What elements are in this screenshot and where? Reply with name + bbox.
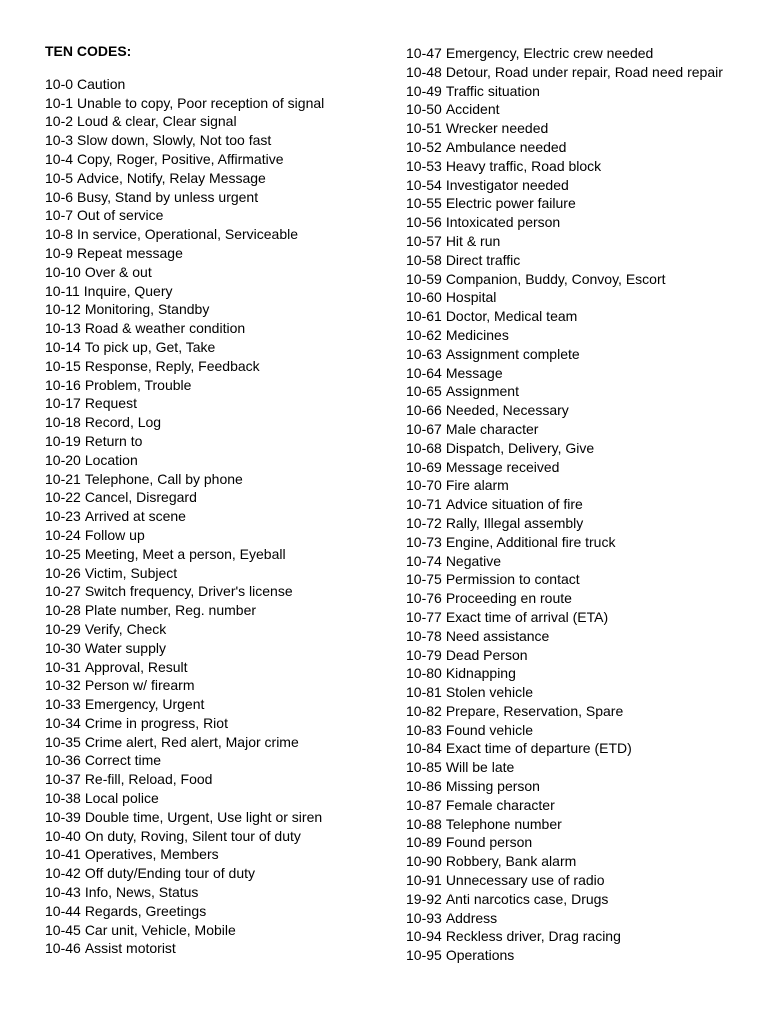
- code-meaning: Assist motorist: [84, 940, 176, 957]
- code-entry: [45, 150, 324, 169]
- code-number: 10-75: [406, 571, 442, 588]
- code-meaning: Traffic situation: [445, 82, 540, 99]
- left-column: [45, 42, 324, 958]
- code-number: 10-56: [406, 214, 442, 231]
- code-number: 10-5: [45, 169, 74, 186]
- code-number: 10-50: [406, 101, 442, 118]
- code-entry: [45, 319, 324, 338]
- code-number: 10-27: [45, 583, 81, 600]
- code-entry: [45, 845, 324, 864]
- code-entry: [406, 345, 723, 364]
- code-entry: [406, 382, 723, 401]
- code-meaning: Proceeding en route: [445, 590, 572, 607]
- code-number: 10-55: [406, 195, 442, 212]
- code-meaning: Exact time of departure (ETD): [445, 740, 632, 757]
- code-number: 10-77: [406, 608, 442, 625]
- code-entry: [45, 282, 324, 301]
- code-meaning: Info, News, Status: [84, 884, 199, 901]
- code-entry: [45, 413, 324, 432]
- code-meaning: Problem, Trouble: [84, 376, 192, 393]
- code-entry: [45, 939, 324, 958]
- code-number: 10-81: [406, 684, 442, 701]
- code-entry: [45, 188, 324, 207]
- code-meaning: Off duty/Ending tour of duty: [84, 865, 255, 882]
- code-number: 10-24: [45, 526, 81, 543]
- code-number: 10-3: [45, 132, 74, 149]
- code-number: 10-12: [45, 301, 81, 318]
- code-entry: [45, 75, 324, 94]
- code-number: 10-44: [45, 902, 81, 919]
- code-entry: [45, 864, 324, 883]
- code-number: 10-66: [406, 402, 442, 419]
- code-meaning: Found person: [445, 834, 533, 851]
- code-meaning: Crime alert, Red alert, Major crime: [84, 733, 299, 750]
- code-number: 10-72: [406, 514, 442, 531]
- code-entry: [45, 808, 324, 827]
- code-meaning: Message received: [445, 458, 560, 475]
- code-meaning: Correct time: [84, 752, 162, 769]
- code-meaning: Detour, Road under repair, Road need repair: [445, 63, 723, 80]
- code-number: 10-84: [406, 740, 442, 757]
- code-entry: [406, 514, 723, 533]
- code-meaning: Meeting, Meet a person, Eyeball: [84, 545, 286, 562]
- code-meaning: Doctor, Medical team: [445, 308, 578, 325]
- code-number: 10-13: [45, 320, 81, 337]
- code-entry: [406, 100, 723, 119]
- code-number: 10-65: [406, 383, 442, 400]
- code-entry: [45, 376, 324, 395]
- code-entry: [406, 852, 723, 871]
- code-entry: [406, 702, 723, 721]
- code-number: 10-0: [45, 75, 74, 92]
- code-meaning: Emergency, Urgent: [84, 696, 205, 713]
- code-meaning: Electric power failure: [445, 195, 576, 212]
- code-entry: [406, 232, 723, 251]
- code-number: 10-47: [406, 45, 442, 61]
- code-meaning: Will be late: [445, 759, 515, 776]
- code-entry: [406, 721, 723, 740]
- code-meaning: Robbery, Bank alarm: [445, 853, 577, 870]
- code-number: 10-68: [406, 439, 442, 456]
- code-meaning: Out of service: [77, 207, 164, 224]
- code-meaning: Address: [445, 909, 498, 926]
- code-entry: [45, 564, 324, 583]
- code-number: 10-11: [45, 282, 80, 299]
- code-number: 10-93: [406, 909, 442, 926]
- code-entry: [406, 909, 723, 928]
- code-entry: [406, 495, 723, 514]
- code-meaning: Wrecker needed: [445, 120, 549, 137]
- code-entry: [406, 138, 723, 157]
- code-entry: [45, 225, 324, 244]
- code-meaning: Return to: [84, 432, 143, 449]
- code-meaning: Female character: [445, 796, 555, 813]
- code-entry: [45, 921, 324, 940]
- code-number: 10-87: [406, 796, 442, 813]
- code-entry: [45, 714, 324, 733]
- code-number: 10-58: [406, 251, 442, 268]
- code-number: 10-76: [406, 590, 442, 607]
- code-number: 10-91: [406, 872, 442, 889]
- code-meaning: Response, Reply, Feedback: [84, 357, 260, 374]
- code-number: 10-35: [45, 733, 81, 750]
- code-entry: [406, 44, 723, 63]
- code-meaning: Heavy traffic, Road block: [445, 157, 602, 174]
- code-meaning: Exact time of arrival (ETA): [445, 608, 609, 625]
- code-entry: [45, 676, 324, 695]
- code-entry: [45, 206, 324, 225]
- code-meaning: To pick up, Get, Take: [84, 338, 216, 355]
- code-entry: [406, 871, 723, 890]
- code-number: 10-4: [45, 150, 74, 167]
- code-meaning: Companion, Buddy, Convoy, Escort: [445, 270, 666, 287]
- code-entry: [45, 300, 324, 319]
- code-meaning: Need assistance: [445, 627, 550, 644]
- code-meaning: Intoxicated person: [445, 214, 561, 231]
- code-meaning: Fire alarm: [445, 477, 509, 494]
- code-entry: [406, 213, 723, 232]
- code-number: 10-51: [406, 120, 442, 137]
- code-number: 10-36: [45, 752, 81, 769]
- code-number: 10-39: [45, 808, 81, 825]
- code-entry: [406, 627, 723, 646]
- code-number: 10-79: [406, 646, 442, 663]
- code-entry: [406, 326, 723, 345]
- code-meaning: Request: [84, 395, 137, 412]
- code-entry: [406, 458, 723, 477]
- code-number: 10-18: [45, 414, 81, 431]
- code-number: 10-25: [45, 545, 81, 562]
- code-meaning: Engine, Additional fire truck: [445, 533, 616, 550]
- code-meaning: In service, Operational, Serviceable: [77, 226, 299, 243]
- code-meaning: Emergency, Electric crew needed: [445, 45, 654, 61]
- code-meaning: Arrived at scene: [84, 508, 186, 525]
- code-number: 10-90: [406, 853, 442, 870]
- code-entry: [45, 131, 324, 150]
- code-meaning: Road & weather condition: [84, 320, 246, 337]
- code-meaning: Advice, Notify, Relay Message: [77, 169, 266, 186]
- code-entry: [45, 751, 324, 770]
- code-meaning: Direct traffic: [445, 251, 521, 268]
- code-meaning: Water supply: [84, 639, 166, 656]
- code-number: 10-71: [406, 496, 442, 513]
- code-number: 10-6: [45, 188, 74, 205]
- code-entry: [406, 476, 723, 495]
- code-number: 10-54: [406, 176, 442, 193]
- code-number: 10-73: [406, 533, 442, 550]
- code-number: 10-48: [406, 63, 442, 80]
- code-entry: [406, 664, 723, 683]
- code-meaning: Stolen vehicle: [445, 684, 533, 701]
- code-meaning: Unnecessary use of radio: [445, 872, 605, 889]
- code-number: 10-43: [45, 884, 81, 901]
- code-entry: [45, 470, 324, 489]
- code-number: 10-28: [45, 602, 81, 619]
- code-entry: [406, 270, 723, 289]
- code-number: 10-40: [45, 827, 81, 844]
- code-meaning: Advice situation of fire: [445, 496, 583, 513]
- right-column: [406, 44, 723, 965]
- code-number: 10-52: [406, 138, 442, 155]
- code-entry: [406, 796, 723, 815]
- code-meaning: Accident: [445, 101, 500, 118]
- code-meaning: Person w/ firearm: [84, 677, 195, 694]
- code-number: 10-53: [406, 157, 442, 174]
- code-meaning: Investigator needed: [445, 176, 569, 193]
- right-code-list: [406, 44, 723, 965]
- code-meaning: Over & out: [84, 263, 152, 280]
- code-number: 10-78: [406, 627, 442, 644]
- code-number: 10-1: [45, 94, 74, 111]
- code-number: 10-23: [45, 508, 81, 525]
- code-entry: [45, 94, 324, 113]
- code-meaning: Medicines: [445, 326, 509, 343]
- code-meaning: Unable to copy, Poor reception of signal: [77, 94, 325, 111]
- code-meaning: Hit & run: [445, 232, 501, 249]
- code-entry: [406, 364, 723, 383]
- code-meaning: Re-fill, Reload, Food: [84, 771, 213, 788]
- code-entry: [406, 890, 723, 909]
- code-meaning: Reckless driver, Drag racing: [445, 928, 621, 945]
- code-number: 10-22: [45, 489, 81, 506]
- code-meaning: Missing person: [445, 778, 540, 795]
- code-entry: [45, 658, 324, 677]
- code-number: 10-38: [45, 790, 81, 807]
- code-meaning: Dispatch, Delivery, Give: [445, 439, 595, 456]
- code-entry: [45, 639, 324, 658]
- code-meaning: Kidnapping: [445, 665, 516, 682]
- code-meaning: Assignment complete: [445, 345, 580, 362]
- code-number: 19-92: [406, 890, 442, 907]
- code-number: 10-63: [406, 345, 442, 362]
- code-number: 10-31: [45, 658, 81, 675]
- code-meaning: Anti narcotics case, Drugs: [445, 890, 609, 907]
- code-number: 10-19: [45, 432, 81, 449]
- code-meaning: Operations: [445, 947, 515, 964]
- code-entry: [45, 601, 324, 620]
- code-meaning: Busy, Stand by unless urgent: [77, 188, 259, 205]
- code-number: 10-2: [45, 113, 74, 130]
- code-number: 10-67: [406, 420, 442, 437]
- code-meaning: Assignment: [445, 383, 519, 400]
- code-entry: [406, 739, 723, 758]
- code-number: 10-57: [406, 232, 442, 249]
- code-entry: [45, 733, 324, 752]
- code-entry: [45, 394, 324, 413]
- code-meaning: Cancel, Disregard: [84, 489, 197, 506]
- code-number: 10-94: [406, 928, 442, 945]
- code-number: 10-37: [45, 771, 81, 788]
- code-entry: [45, 827, 324, 846]
- code-number: 10-88: [406, 815, 442, 832]
- code-number: 10-7: [45, 207, 74, 224]
- code-entry: [406, 833, 723, 852]
- code-entry: [406, 646, 723, 665]
- code-meaning: Follow up: [84, 526, 145, 543]
- code-entry: [45, 620, 324, 639]
- code-entry: [45, 338, 324, 357]
- code-number: 10-15: [45, 357, 81, 374]
- code-number: 10-20: [45, 451, 81, 468]
- left-code-list: [45, 75, 324, 958]
- code-meaning: Male character: [445, 420, 539, 437]
- code-entry: [45, 112, 324, 131]
- code-entry: [406, 420, 723, 439]
- code-number: 10-62: [406, 326, 442, 343]
- code-entry: [45, 526, 324, 545]
- code-number: 10-16: [45, 376, 81, 393]
- code-meaning: Dead Person: [445, 646, 528, 663]
- code-entry: [45, 770, 324, 789]
- code-entry: [406, 927, 723, 946]
- code-meaning: Copy, Roger, Positive, Affirmative: [77, 150, 284, 167]
- code-entry: [45, 357, 324, 376]
- code-meaning: Slow down, Slowly, Not too fast: [77, 132, 272, 149]
- code-number: 10-8: [45, 226, 74, 243]
- code-number: 10-30: [45, 639, 81, 656]
- code-entry: [45, 507, 324, 526]
- code-number: 10-29: [45, 620, 81, 637]
- code-number: 10-33: [45, 696, 81, 713]
- code-number: 10-61: [406, 308, 442, 325]
- code-entry: [45, 883, 324, 902]
- code-meaning: Approval, Result: [84, 658, 188, 675]
- code-entry: [406, 777, 723, 796]
- code-entry: [45, 169, 324, 188]
- document-heading: TEN CODES:: [45, 43, 132, 59]
- code-meaning: Needed, Necessary: [445, 402, 569, 419]
- code-number: 10-49: [406, 82, 442, 99]
- code-number: 10-85: [406, 759, 442, 776]
- code-entry: [406, 439, 723, 458]
- code-number: 10-46: [45, 940, 81, 957]
- code-number: 10-14: [45, 338, 81, 355]
- code-entry: [45, 451, 324, 470]
- code-meaning: Message: [445, 364, 503, 381]
- code-number: 10-69: [406, 458, 442, 475]
- code-meaning: Telephone, Call by phone: [84, 470, 243, 487]
- code-number: 10-9: [45, 244, 74, 261]
- code-number: 10-32: [45, 677, 81, 694]
- code-entry: [406, 307, 723, 326]
- code-number: 10-60: [406, 289, 442, 306]
- code-meaning: Caution: [77, 75, 126, 92]
- code-entry: [406, 119, 723, 138]
- code-meaning: Operatives, Members: [84, 846, 219, 863]
- code-entry: [406, 589, 723, 608]
- code-number: 10-70: [406, 477, 442, 494]
- code-entry: [406, 570, 723, 589]
- code-entry: [406, 608, 723, 627]
- code-number: 10-86: [406, 778, 442, 795]
- code-entry: [406, 552, 723, 571]
- code-number: 10-95: [406, 947, 442, 964]
- code-number: 10-80: [406, 665, 442, 682]
- code-entry: [45, 263, 324, 282]
- code-meaning: Switch frequency, Driver's license: [84, 583, 293, 600]
- code-meaning: Telephone number: [445, 815, 562, 832]
- code-meaning: Monitoring, Standby: [84, 301, 210, 318]
- code-meaning: Regards, Greetings: [84, 902, 207, 919]
- code-meaning: Loud & clear, Clear signal: [77, 113, 237, 130]
- code-meaning: Verify, Check: [84, 620, 167, 637]
- code-entry: [406, 251, 723, 270]
- code-number: 10-34: [45, 714, 81, 731]
- code-meaning: Victim, Subject: [84, 564, 178, 581]
- code-number: 10-41: [45, 846, 81, 863]
- code-meaning: Negative: [445, 552, 502, 569]
- code-meaning: Crime in progress, Riot: [84, 714, 228, 731]
- code-meaning: Permission to contact: [445, 571, 580, 588]
- code-entry: [45, 545, 324, 564]
- code-entry: [406, 288, 723, 307]
- code-meaning: Location: [84, 451, 138, 468]
- code-entry: [406, 946, 723, 965]
- code-entry: [406, 758, 723, 777]
- code-number: 10-74: [406, 552, 442, 569]
- code-entry: [45, 902, 324, 921]
- code-meaning: Ambulance needed: [445, 138, 567, 155]
- code-meaning: Hospital: [445, 289, 497, 306]
- code-number: 10-82: [406, 702, 442, 719]
- code-meaning: Local police: [84, 790, 159, 807]
- code-meaning: On duty, Roving, Silent tour of duty: [84, 827, 301, 844]
- code-number: 10-89: [406, 834, 442, 851]
- code-meaning: Double time, Urgent, Use light or siren: [84, 808, 323, 825]
- code-number: 10-59: [406, 270, 442, 287]
- code-number: 10-17: [45, 395, 81, 412]
- code-meaning: Inquire, Query: [83, 282, 173, 299]
- code-meaning: Record, Log: [84, 414, 162, 431]
- code-entry: [45, 582, 324, 601]
- code-meaning: Rally, Illegal assembly: [445, 514, 584, 531]
- code-number: 10-21: [45, 470, 81, 487]
- code-meaning: Car unit, Vehicle, Mobile: [84, 921, 236, 938]
- code-meaning: Prepare, Reservation, Spare: [445, 702, 624, 719]
- code-number: 10-83: [406, 721, 442, 738]
- code-entry: [45, 789, 324, 808]
- code-entry: [406, 683, 723, 702]
- code-entry: [406, 194, 723, 213]
- code-entry: [406, 533, 723, 552]
- code-entry: [406, 401, 723, 420]
- code-entry: [45, 244, 324, 263]
- code-number: 10-64: [406, 364, 442, 381]
- code-number: 10-45: [45, 921, 81, 938]
- code-entry: [406, 63, 723, 82]
- code-entry: [406, 176, 723, 195]
- code-entry: [45, 488, 324, 507]
- code-number: 10-42: [45, 865, 81, 882]
- code-meaning: Repeat message: [77, 244, 183, 261]
- code-entry: [406, 157, 723, 176]
- code-meaning: Found vehicle: [445, 721, 533, 738]
- code-meaning: Plate number, Reg. number: [84, 602, 257, 619]
- code-number: 10-10: [45, 263, 81, 280]
- code-number: 10-26: [45, 564, 81, 581]
- code-entry: [406, 815, 723, 834]
- code-entry: [406, 82, 723, 101]
- code-entry: [45, 432, 324, 451]
- code-entry: [45, 695, 324, 714]
